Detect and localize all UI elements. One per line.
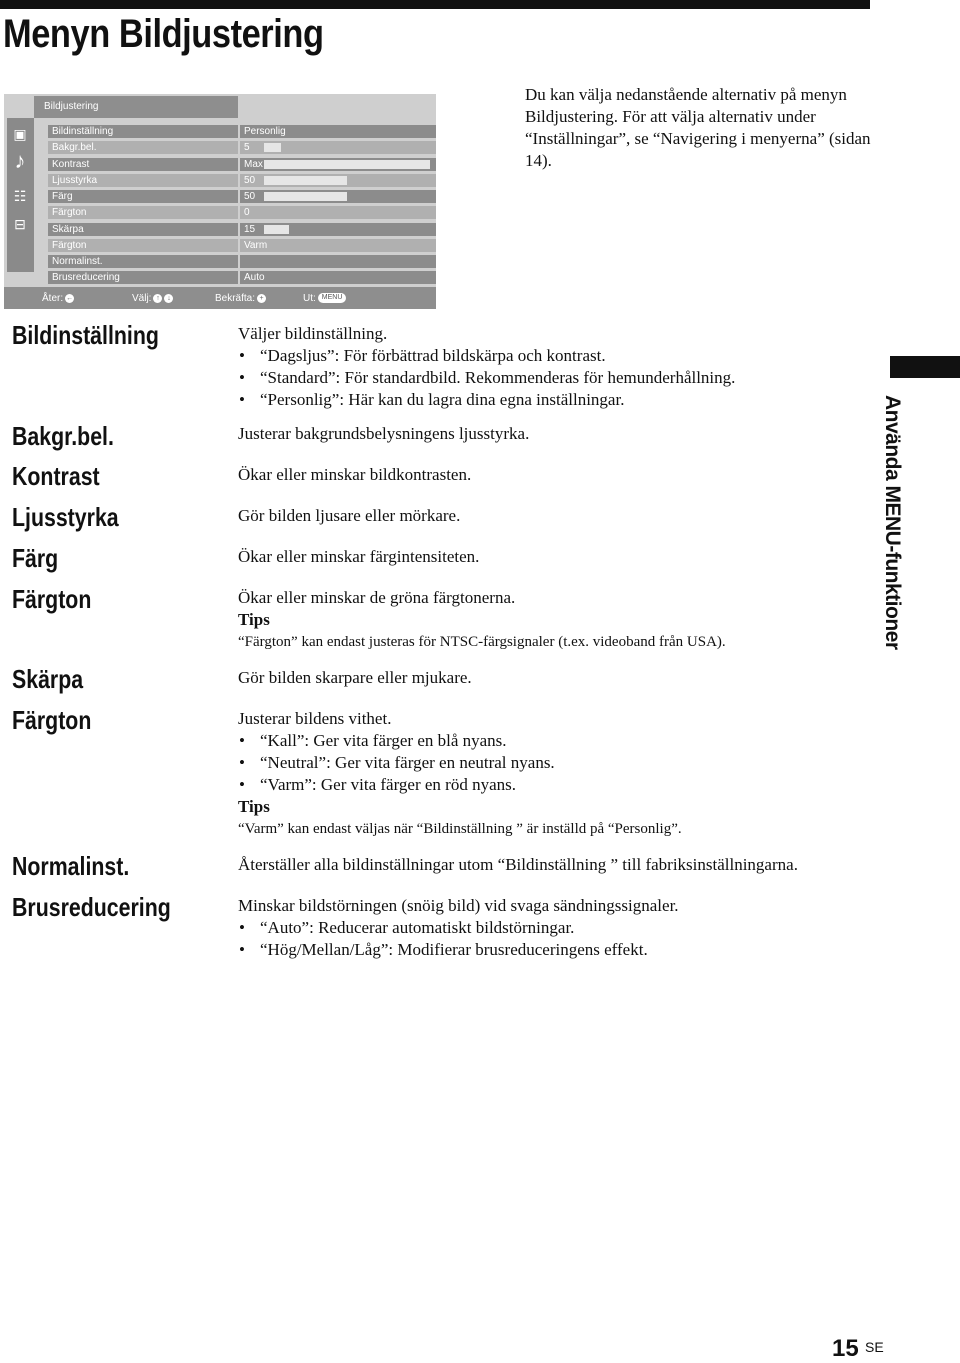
osd-row: [44, 188, 436, 204]
osd-row: [44, 269, 436, 285]
osd-row-value: Max: [240, 158, 436, 171]
term-normalinst: Normalinst.: [12, 851, 130, 881]
osd-exit-hint: Ut: MENU: [303, 293, 346, 304]
bullet-item: • “Hög/Mellan/Låg”: Modifierar brusreduceringens effekt.: [238, 939, 679, 961]
page-suffix: SE: [865, 1339, 884, 1355]
picture-icon: ▣: [13, 126, 27, 142]
osd-level-bar: [264, 192, 347, 201]
osd-level-bar: [264, 176, 347, 185]
tips-heading: Tips: [238, 610, 270, 629]
term-fargton: Färgton: [12, 584, 92, 614]
osd-row-value: 0: [240, 206, 436, 219]
osd-row-label: Bakgr.bel.: [48, 141, 238, 154]
osd-confirm-hint: Bekräfta: +: [215, 293, 266, 304]
osd-row: [44, 204, 436, 220]
osd-row-label: Färgton: [48, 206, 238, 219]
osd-row: [44, 156, 436, 172]
term-fargton-white: Färgton: [12, 705, 92, 735]
osd-rows: [44, 123, 436, 286]
term-skarpa: Skärpa: [12, 664, 84, 694]
osd-row-label: Brusreducering: [48, 271, 238, 284]
osd-title-bar: [34, 96, 238, 118]
desc-skarpa: Gör bilden skarpare eller mjukare.: [238, 668, 472, 687]
up-arrow-icon: ↑: [153, 294, 162, 303]
enter-icon: +: [257, 294, 266, 303]
bullet-item: • “Kall”: Ger vita färger en blå nyans.: [238, 730, 682, 752]
desc-bildinstallning: [238, 323, 735, 411]
desc-text: Ökar eller minskar de gröna färgtonerna.: [238, 588, 516, 607]
osd-row: [44, 237, 436, 253]
osd-row-value: 5: [240, 141, 436, 154]
back-arrow-icon: ←: [66, 294, 74, 302]
top-rule: [0, 0, 870, 9]
desc-fargton-white: [238, 708, 682, 840]
osd-row-value: 50: [240, 190, 436, 203]
desc-text: Väljer bildinställning.: [238, 324, 388, 343]
osd-row-label: Färgton: [48, 239, 238, 252]
desc-text: Justerar bildens vithet.: [238, 709, 392, 728]
desc-farg: Ökar eller minskar färgintensiteten.: [238, 547, 480, 566]
osd-row-label: Färg: [48, 190, 238, 203]
osd-row-value: Auto: [240, 271, 436, 284]
osd-row-label: Kontrast: [48, 158, 238, 171]
page-number: 15: [832, 1335, 859, 1362]
osd-row-label: Bildinställning: [48, 125, 238, 138]
term-farg: Färg: [12, 543, 59, 573]
desc-ljusstyrka: Gör bilden ljusare eller mörkare.: [238, 506, 461, 525]
osd-row-label: Ljusstyrka: [48, 174, 238, 187]
term-kontrast: Kontrast: [12, 461, 100, 491]
desc-text: Minskar bildstörningen (snöig bild) vid svaga sändningssignaler.: [238, 896, 679, 915]
term-brusreducering: Brusreducering: [12, 892, 171, 922]
down-arrow-icon: ↓: [164, 294, 173, 303]
term-bildinstallning: Bildinställning: [12, 320, 159, 350]
desc-bakgrbel: Justerar bakgrundsbelysningens ljusstyrka.: [238, 424, 530, 443]
bullet-item: • “Varm”: Ger vita färger en röd nyans.: [238, 774, 682, 796]
osd-row: [44, 139, 436, 155]
intro-text: Du kan välja nedanstående alternativ på menyn Bildjustering. För att välja alternativ under “Inställningar”, se “Navigering i menyerna” (sidan 14).: [525, 85, 871, 170]
osd-icon-column: [7, 118, 34, 272]
bullet-item: • “Auto”: Reducerar automatiskt bildstörningar.: [238, 917, 679, 939]
osd-row: [44, 123, 436, 139]
tips-heading: Tips: [238, 797, 270, 816]
music-note-icon: ♪: [14, 148, 26, 173]
osd-title: Bildjustering: [44, 101, 99, 112]
osd-level-bar: [264, 160, 430, 169]
desc-kontrast: Ökar eller minskar bildkontrasten.: [238, 465, 472, 484]
osd-level-bar: [264, 143, 281, 152]
bullet-item: • “Standard”: För standardbild. Rekommenderas för hemunderhållning.: [238, 367, 735, 389]
osd-menu-screenshot: [4, 94, 436, 309]
osd-back-hint: Åter: ←: [42, 293, 74, 304]
osd-row-value: 15: [240, 223, 436, 236]
osd-row-value: [240, 255, 436, 268]
desc-fargton: [238, 587, 726, 653]
page-title: Menyn Bildjustering: [3, 12, 324, 56]
tips-text: “Färgton” kan endast justeras för NTSC-färgsignaler (t.ex. videoband från USA).: [238, 634, 726, 650]
osd-row: [44, 253, 436, 269]
menu-key-icon: MENU: [318, 293, 347, 303]
osd-footer: [4, 287, 436, 309]
bullet-item: • “Personlig”: Här kan du lagra dina egna inställningar.: [238, 389, 735, 411]
osd-row-value: Varm: [240, 239, 436, 252]
osd-row: [44, 221, 436, 237]
osd-row: [44, 172, 436, 188]
features-icon: ☷: [13, 188, 27, 204]
term-bakgrbel: Bakgr.bel.: [12, 421, 114, 451]
tips-text: “Varm” kan endast väljas när “Bildinställning ” är inställd på “Personlig”.: [238, 821, 682, 837]
osd-level-bar: [264, 225, 289, 234]
osd-row-value: 50: [240, 174, 436, 187]
osd-row-label: Normalinst.: [48, 255, 238, 268]
osd-select-hint: Välj: ↑ ↓: [132, 293, 173, 304]
bullet-item: • “Neutral”: Ger vita färger en neutral nyans.: [238, 752, 682, 774]
osd-row-label: Skärpa: [48, 223, 238, 236]
setup-icon: ⊟: [14, 216, 26, 232]
bullet-item: • “Dagsljus”: För förbättrad bildskärpa och kontrast.: [238, 345, 735, 367]
desc-normalinst: Återställer alla bildinställningar utom “Bildinställning ” till fabriksinställningarna.: [238, 855, 798, 874]
term-ljusstyrka: Ljusstyrka: [12, 502, 119, 532]
osd-row-value: Personlig: [240, 125, 436, 138]
section-tab-marker: [890, 356, 960, 378]
desc-brusreducering: [238, 895, 679, 961]
